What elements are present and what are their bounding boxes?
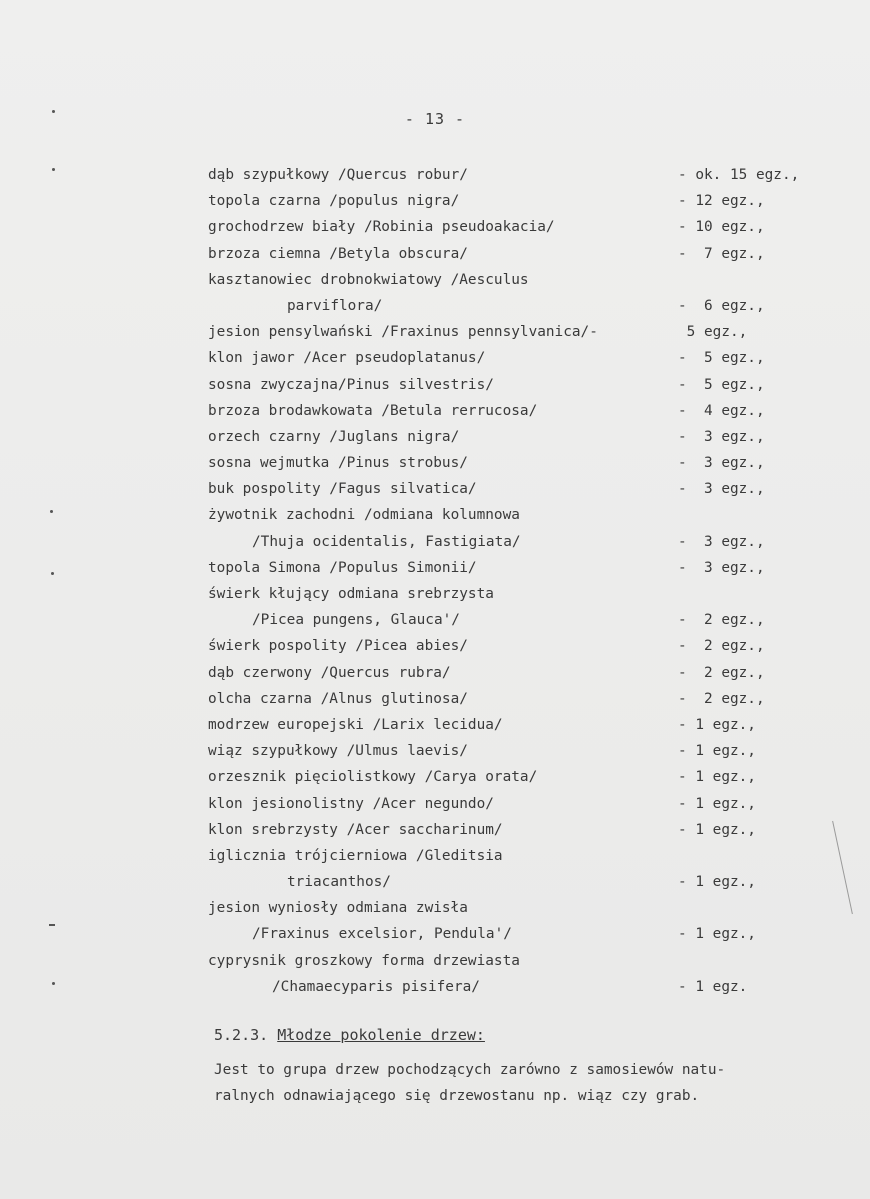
tree-count: - 1 egz., [678, 795, 756, 812]
tree-row [0, 476, 870, 502]
tree-count: - 10 egz., [678, 219, 765, 236]
tree-row [0, 162, 870, 188]
tree-name: jesion pensylwański /Fraxinus pennsylvanica/- [208, 324, 598, 341]
scan-speck [51, 572, 54, 575]
tree-name: sosna zwyczajna/Pinus silvestris/ [208, 376, 494, 393]
tree-name: sosna wejmutka /Pinus strobus/ [208, 455, 468, 472]
tree-name: klon jawor /Acer pseudoplatanus/ [208, 350, 486, 367]
tree-count: - 3 egz., [678, 455, 765, 472]
tree-row [0, 372, 870, 398]
tree-row [0, 293, 870, 319]
tree-name: /Thuja ocidentalis, Fastigiata/ [252, 533, 521, 550]
tree-row [0, 581, 870, 607]
tree-name: grochodrzew biały /Robinia pseudoakacia/ [208, 219, 555, 236]
tree-name: świerk kłujący odmiana srebrzysta [208, 586, 494, 602]
tree-name: /Picea pungens, Glauca'/ [252, 612, 460, 629]
paragraph-line: Jest to grupa drzew pochodzących zarówno z samosiewów natu- [214, 1062, 726, 1078]
tree-name: modrzew europejski /Larix lecidua/ [208, 716, 503, 733]
tree-name: iglicznia trójcierniowa /Gleditsia [208, 847, 503, 864]
tree-row [0, 607, 870, 633]
tree-count: - 1 egz., [678, 716, 756, 733]
scan-speck [52, 110, 55, 113]
section-heading [214, 1026, 485, 1044]
scan-speck [50, 510, 53, 513]
tree-name: świerk pospolity /Picea abies/ [208, 638, 468, 655]
tree-row [0, 712, 870, 738]
tree-name: klon jesionolistny /Acer negundo/ [208, 795, 494, 812]
tree-count: - 3 egz., [678, 481, 765, 498]
tree-row [0, 345, 870, 371]
tree-name: żywotnik zachodni /odmiana kolumnowa [208, 507, 520, 524]
tree-name: brzoza ciemna /Betyla obscura/ [208, 245, 468, 262]
tree-row [0, 738, 870, 764]
tree-name: dąb czerwony /Quercus rubra/ [208, 664, 451, 681]
tree-count: - 1 egz., [678, 926, 756, 943]
tree-row [0, 267, 870, 293]
tree-name: parviflora/ [287, 297, 383, 314]
tree-name: topola czarna /populus nigra/ [208, 193, 460, 210]
tree-count: 5 egz., [678, 324, 748, 341]
tree-count: - 2 egz., [678, 664, 765, 681]
tree-count: - 2 egz., [678, 612, 765, 629]
tree-name: wiąz szypułkowy /Ulmus laevis/ [208, 743, 468, 760]
tree-count: - 4 egz., [678, 402, 765, 419]
section-number: 5.2.3. [214, 1026, 269, 1044]
tree-row [0, 869, 870, 895]
tree-row [0, 502, 870, 528]
tree-count: - 1 egz., [678, 743, 756, 760]
tree-count: - 2 egz., [678, 690, 765, 707]
tree-row [0, 398, 870, 424]
tree-name: triacanthos/ [287, 874, 391, 891]
tree-count: - 3 egz., [678, 428, 765, 445]
scan-speck [52, 982, 55, 985]
tree-row [0, 948, 870, 974]
tree-row [0, 450, 870, 476]
scan-speck [49, 924, 55, 926]
tree-name: /Fraxinus excelsior, Pendula'/ [252, 926, 512, 943]
tree-count: - 5 egz., [678, 350, 765, 367]
tree-row [0, 188, 870, 214]
tree-count: - 3 egz., [678, 559, 765, 576]
tree-count: - 5 egz., [678, 376, 765, 393]
tree-row [0, 214, 870, 240]
tree-name: klon srebrzysty /Acer saccharinum/ [208, 821, 503, 838]
tree-count: - 1 egz., [678, 821, 756, 838]
tree-name: dąb szypułkowy /Quercus robur/ [208, 167, 468, 183]
tree-row [0, 895, 870, 921]
paragraph-line: ralnych odnawiającego się drzewostanu np. wiąz czy grab. [214, 1088, 700, 1104]
tree-name: orzesznik pięciolistkowy /Carya orata/ [208, 769, 538, 786]
section-paragraph [214, 1057, 854, 1109]
tree-row [0, 921, 870, 947]
tree-list [0, 162, 870, 1000]
tree-row [0, 555, 870, 581]
tree-row [0, 791, 870, 817]
tree-count: - 3 egz., [678, 533, 765, 550]
tree-name: jesion wyniosły odmiana zwisła [208, 900, 468, 917]
tree-row [0, 974, 870, 1000]
tree-row [0, 660, 870, 686]
tree-name: topola Simona /Populus Simonii/ [208, 559, 477, 576]
tree-row [0, 764, 870, 790]
tree-count: - 6 egz., [678, 297, 765, 314]
tree-name: buk pospolity /Fagus silvatica/ [208, 481, 477, 498]
tree-name: kasztanowiec drobnokwiatowy /Aesculus [208, 271, 529, 288]
tree-row [0, 241, 870, 267]
tree-name: brzoza brodawkowata /Betula rerrucosa/ [208, 402, 538, 419]
tree-row [0, 633, 870, 659]
scan-speck [52, 168, 55, 171]
tree-name: /Chamaecyparis pisifera/ [272, 978, 480, 995]
tree-row [0, 686, 870, 712]
tree-count: - 7 egz., [678, 245, 765, 262]
tree-count: - 12 egz., [678, 193, 765, 210]
tree-name: olcha czarna /Alnus glutinosa/ [208, 690, 468, 707]
tree-count: - 2 egz., [678, 638, 765, 655]
tree-row [0, 319, 870, 345]
tree-row [0, 529, 870, 555]
tree-count: - 1 egz. [678, 978, 748, 995]
tree-row [0, 424, 870, 450]
tree-name: cyprysnik groszkowy forma drzewiasta [208, 952, 520, 969]
tree-name: orzech czarny /Juglans nigra/ [208, 428, 460, 445]
tree-count: - ok. 15 egz., [678, 167, 800, 183]
tree-count: - 1 egz., [678, 874, 756, 891]
tree-count: - 1 egz., [678, 769, 756, 786]
page-number: - 13 - [404, 110, 466, 128]
section-title: Młodze pokolenie drzew: [277, 1026, 485, 1044]
tree-row [0, 843, 870, 869]
tree-row [0, 817, 870, 843]
